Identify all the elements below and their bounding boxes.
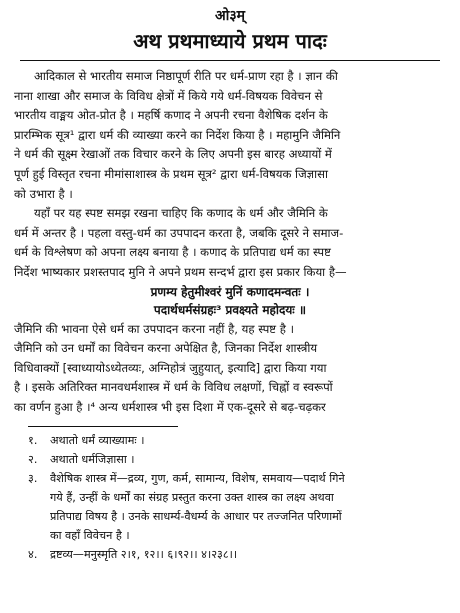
text-line: जैमिनि की भावना ऐसे धर्म का उपपादन करना नहीं है, यह स्पष्ट है । [14, 321, 294, 336]
footnote-item [28, 545, 446, 564]
footnote-item [28, 450, 446, 469]
footnote-text [50, 545, 446, 564]
heading-divider [20, 60, 440, 61]
footnote-line: अथातो धर्मजिज्ञासा । [50, 452, 135, 466]
footnote-text [50, 450, 446, 469]
footnote-line: द्रष्टव्य—मनुस्मृति २।१, १२।। ६।९२।। ४।२३८।। [50, 547, 238, 561]
footnote-number: १. [28, 433, 38, 447]
om-symbol: ओ३म् [215, 8, 245, 24]
text-line: नाना शाखा और समाज के विविध क्षेत्रों में किये गये धर्म-विषयक विवेचन से [14, 88, 323, 103]
footnote-line: का वहाँ विवेचन है । [50, 528, 130, 542]
text-line: निर्देश भाष्यकार प्रशस्तपाद मुनि ने अपने प्रथम सन्दर्भ द्वारा इस प्रकार किया है— [14, 264, 347, 279]
footnote-number: ४. [28, 547, 38, 561]
text-line: जैमिनि को उन धर्मों का विवेचन करना अपेक्षित है, जिनका निर्देश शास्त्रीय [14, 341, 318, 356]
paragraph-2 [14, 204, 446, 282]
text-line: पूर्ण हुई विस्तृत रचना मीमांसाशास्त्र के प्रथम सूत्र² द्वारा धर्म-विषयक जिज्ञासा [14, 166, 328, 181]
text-line: है । इसके अतिरिक्त मानवधर्मशास्त्र में धर्म के विविध लक्षणों, चिह्नों व स्वरूपों [14, 380, 333, 395]
footnote-line: गये हैं, उन्हीं के धर्मों का संग्रह प्रस्तुत करना उक्त शास्त्र का लक्ष्य अथवा [50, 490, 334, 504]
text-line: ने धर्म की सूक्ष्म रेखाओं तक विचार करने के लिए अपनी इस बारह अध्यायों में [14, 147, 332, 162]
footnotes [14, 431, 446, 564]
text-line: का वर्णन हुआ है ।⁴ अन्य धर्मशास्त्र भी इस दिशा में एक-दूसरे से बढ़-चढ़कर [14, 399, 326, 414]
footnote-line: अथातो धर्मं व्याख्यामः । [50, 433, 145, 447]
footnote-line: वैशेषिक शास्त्र में—द्रव्य, गुण, कर्म, सामान्य, विशेष, समवाय—पदार्थ गिने [50, 471, 345, 485]
text-line: प्रारम्भिक सूत्र¹ द्वारा धर्म की व्याख्या करने का निर्देश किया है । महामुनि जैमिनि [14, 127, 341, 142]
text-line: को उभारा है । [14, 186, 73, 201]
text-line: आदिकाल से भारतीय समाज निष्ठापूर्ण रीति पर धर्म-प्राण रहा है । ज्ञान की [34, 69, 338, 83]
footnote-line: प्रतिपाद्य विषय है । उनके साधर्म्य-वैधर्म्य के आधार पर तज्जनित परिणामों [50, 509, 342, 523]
verse-line: प्रणम्य हेतुमीश्वरं मुनिं कणादमन्वतः । [150, 284, 310, 299]
body-text [14, 67, 446, 418]
sanskrit-verse [14, 283, 446, 320]
paragraph-1 [14, 67, 446, 204]
verse-line: पदार्थधर्मसंग्रहः³ प्रवक्ष्यते महोदयः ॥ [153, 303, 307, 318]
footnote-item [28, 469, 446, 545]
footnote-text [50, 431, 446, 450]
footnote-divider [28, 426, 178, 427]
text-line: धर्म के विश्लेषण को अपना लक्ष्य बनाया है । कणाद के प्रतिपाद्य धर्म का स्पष्ट [14, 245, 331, 260]
text-line: विधिवाक्यों [स्वाध्यायोऽध्येतव्यः, अग्निहोत्रं जुहुयात्, इत्यादि] द्वारा किया गया [14, 360, 327, 375]
text-line: यहाँ पर यह स्पष्ट समझ रखना चाहिए कि कणाद के धर्म और जैमिनि के [34, 206, 328, 221]
paragraph-3 [14, 320, 446, 418]
chapter-heading: अथ प्रथमाध्याये प्रथम पादः [133, 29, 327, 53]
text-line: भारतीय वाङ्मय ओत-प्रोत है । महर्षि कणाद ने अपनी रचना वैशेषिक दर्शन के [14, 108, 328, 123]
text-line: धर्म में अन्तर है । पहला वस्तु-धर्म का उपपादन करता है, जबकि दूसरे ने समाज- [14, 225, 344, 240]
footnote-number: ३. [28, 471, 38, 485]
footnote-number: २. [28, 452, 38, 466]
footnote-text [50, 469, 446, 545]
footnote-item [28, 431, 446, 450]
